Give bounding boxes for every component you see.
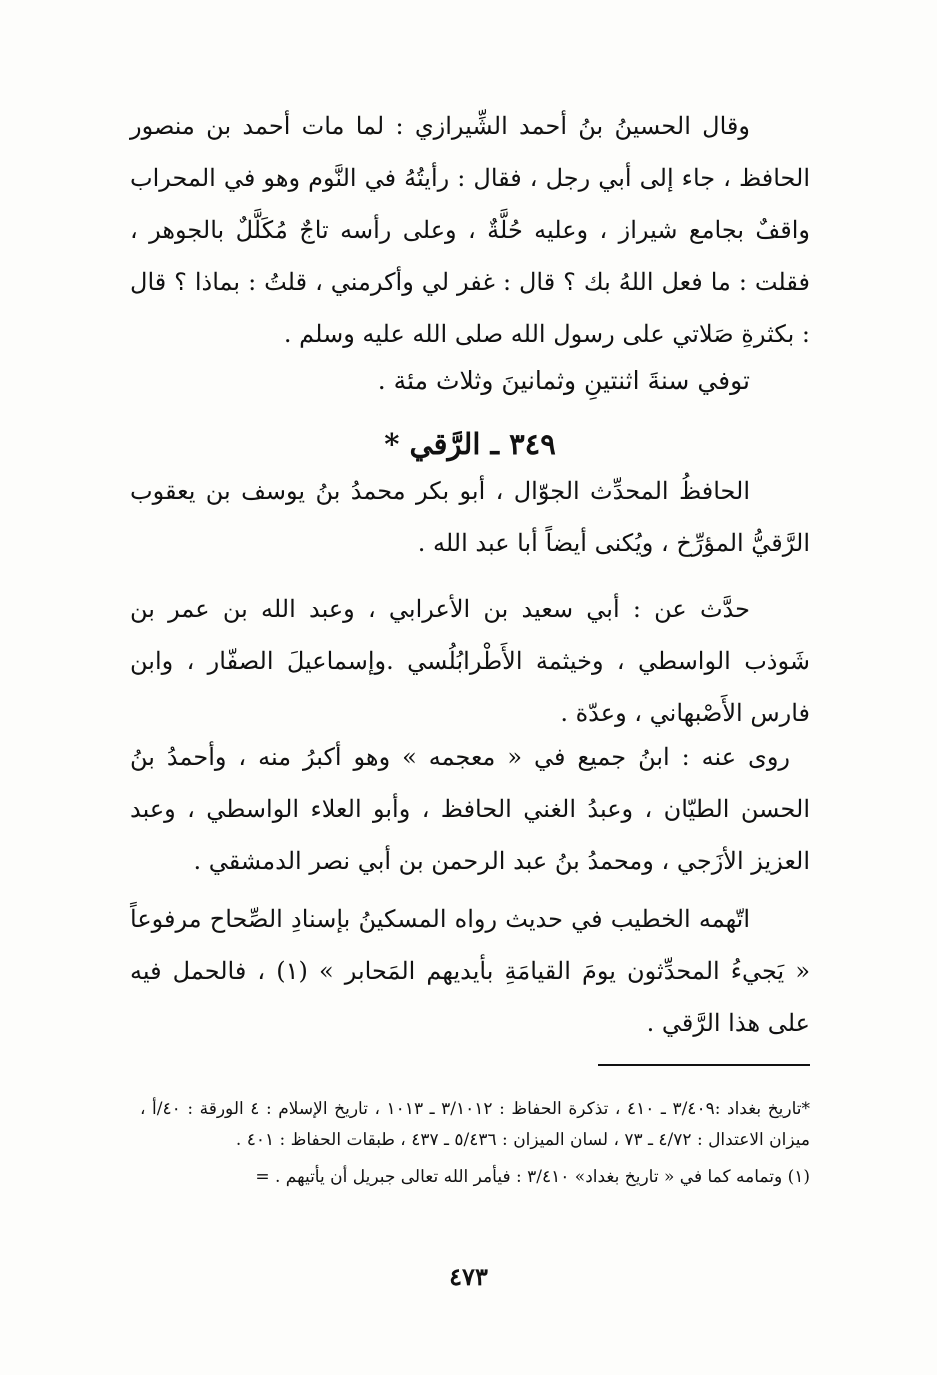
paragraph-narrated-from: حدَّث عن : أبي سعيد بن الأعرابي ، وعبد الله بن عمر بن شَوذب الواسطي ، وخيثمة الأَطْرابُلُسي .وإسماعيلَ الصفّار ، وابن فارس الأَصْبهاني ، وعدّة .: [130, 595, 810, 727]
paragraph-death-date: توفي سنةَ اثنتينِ وثمانينَ وثلاث مئة .: [377, 366, 750, 395]
footnote-divider: [598, 1064, 810, 1066]
footnote-sources: *تاريخ بغداد :٣/٤٠٩ ـ ٤١٠ ، تذكرة الحفاظ : ٣/١٠١٢ ـ ١٠١٣ ، تاريخ الإسلام : ٤ الورقة : ٤٠/أ ، ميزان الاعتدال : ٤/٧٢ ـ ٧٣ ، لسان الميزان : ٥/٤٣٦ ـ ٤٣٧ ، طبقات الحفاظ : ٤٠١ .: [140, 1099, 811, 1150]
entry-heading: ٣٤٩ ـ الرَّقي *: [384, 427, 556, 461]
page-number: ٤٧٣: [449, 1262, 488, 1291]
footnote-1: (١) وتمامه كما في « تاريخ بغداد» ٣/٤١٠ : فيأمر الله تعالى جبريل أن يأتيهم . =: [255, 1167, 810, 1187]
paragraph-narrated-by: روى عنه : ابنُ جميع في « معجمه » وهو أكبرُ منه ، وأحمدُ بنُ الحسن الطيّان ، وعبدُ الغني الحافظ ، وأبو العلاء الواسطي ، وعبد العزيز الأزَجي ، ومحمدُ بنُ عبد الرحمن بن أبي نصر الدمشقي .: [130, 743, 810, 875]
paragraph-accusation: اتّهمه الخطيب في حديث رواه المسكينُ بإسنادِ الصِّحاح مرفوعاً « يَجيءُ المحدِّثون يومَ القيامَةِ بأيديهم المَحابر » (١) ، فالحمل فيه على هذا الرَّقي .: [130, 905, 811, 1037]
paragraph-biography-intro: الحافظُ المحدِّث الجوّال ، أبو بكر محمدُ بنُ يوسف بن يعقوب الرَّقيُّ المؤرِّخ ، ويُكنى أيضاً أبا عبد الله .: [130, 477, 810, 557]
paragraph-dream-account: وقال الحسينُ بنُ أحمد الشِّيرازي : لما مات أحمد بن منصور الحافظ ، جاء إلى أبي رجل ، فقال : رأيتُهُ في النَّوم وهو في المحراب واقفٌ بجامع شيراز ، وعليه حُلَّةٌ ، وعلى رأسه تاجٌ مُكَلَّلٌ بالجوهر ، فقلت : ما فعل اللهُ بك ؟ قال : غفر لي وأكرمني ، قلتُ : بماذا ؟ قال : بكثرةِ صَلاتي على رسول الله صلى الله عليه وسلم .: [130, 112, 810, 348]
footnotes-block: [140, 1094, 810, 1193]
